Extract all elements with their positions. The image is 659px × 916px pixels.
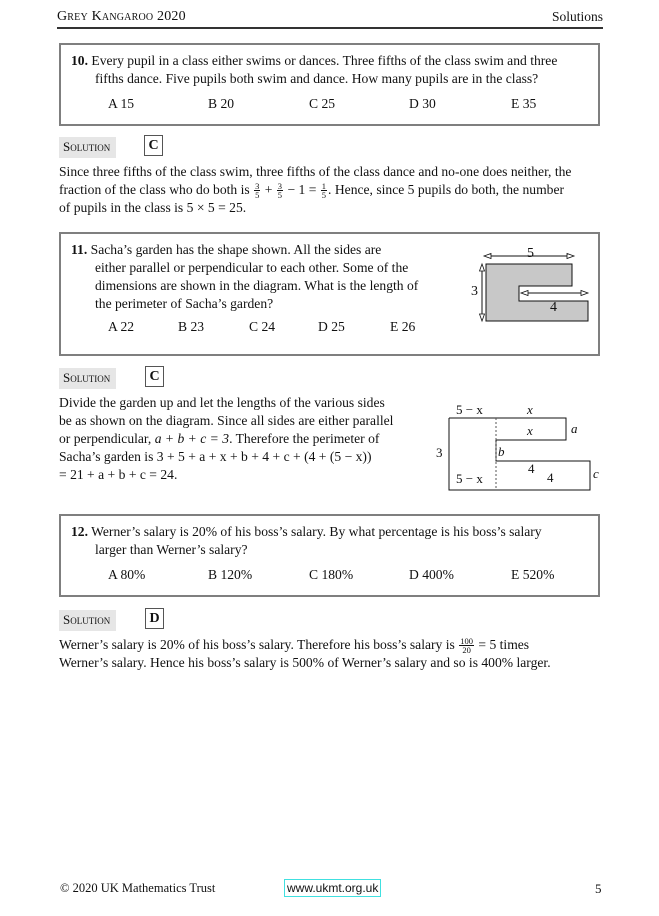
solution-line: be as shown on the diagram. Since all sides are either parallel (59, 413, 394, 428)
solution-line: Since three fifths of the class swim, three fifths of the class dance and no-one does neither, the (59, 164, 572, 179)
solution-label: Solution (59, 137, 116, 158)
option-c: C 25 (309, 96, 336, 111)
dimension-4-label: 4 (550, 300, 557, 315)
question-number: 11. (71, 242, 88, 257)
option-d: D 25 (318, 319, 345, 334)
question-10-text (71, 52, 591, 88)
option-d: D 30 (409, 96, 436, 111)
question-text-line: Sacha’s garden has the shape shown. All the sides are (90, 242, 382, 257)
label-b: b (498, 444, 505, 459)
option-d: D 400% (409, 567, 454, 582)
question-12-text (71, 523, 596, 559)
fraction: $\frac{3}{5}$ (255, 181, 260, 201)
dimension-3-label: 3 (471, 284, 478, 299)
option-a: A 80% (108, 567, 146, 582)
question-text-line: larger than Werner’s salary? (95, 542, 248, 557)
solution-line: Werner’s salary. Hence his boss’s salary is 500% of Werner’s salary and so is 400% larger. (59, 655, 551, 671)
document-header-section: Solutions (551, 9, 603, 24)
header-divider (57, 27, 603, 29)
option-a: A 15 (108, 96, 135, 111)
page-number: 5 (595, 881, 602, 896)
question-11-text (71, 241, 451, 313)
question-number: 10. (71, 53, 88, 68)
label-5-minus-x-bottom: 5 − x (456, 471, 483, 486)
question-11-box (59, 232, 600, 356)
label-a: a (571, 421, 578, 436)
question-text-line: fifths dance. Five pupils both swim and dance. How many pupils are in the class? (95, 71, 539, 86)
option-e: E 35 (511, 96, 537, 111)
label-3: 3 (436, 445, 443, 460)
solution-answer-badge: C (145, 366, 164, 387)
solution-10-text: Since three fifths of the class swim, three fifths of the class dance and no-one does neither, the fraction of the class who do both is $\frac{3}{5}$ + $\frac{3}{5}$ − 1 = $\frac{1}{5}$ . Hence, since 5 pupils do both, the number of pupils in the class is 5 × 5 = 25. (59, 164, 572, 216)
solution-line: of pupils in the class is 5 × 5 = 25. (59, 200, 247, 216)
solution-label: Solution (59, 368, 116, 389)
solution-11-text: Divide the garden up and let the lengths of the various sides be as shown on the diagram. Since all sides are either parallel or perpendicular, a + b + c = 3. Therefore the perimeter of Sacha’s garden is 3 + 5 + a + x + b + 4 + c + (4 + (5 − x)) = 21 + a + b + c = 24. (59, 395, 394, 482)
label-x-inner: x (527, 423, 533, 438)
fraction: $\frac{3}{5}$ (277, 181, 283, 201)
solution-line: fraction of the class who do both is (59, 182, 250, 197)
solution-answer-badge: C (144, 135, 163, 156)
option-b: B 20 (208, 96, 235, 111)
solution-answer-badge: D (145, 608, 164, 629)
option-c: C 180% (309, 567, 354, 582)
option-c: C 24 (249, 319, 276, 334)
question-10-box (59, 43, 600, 126)
dimension-5-label: 5 (527, 246, 534, 261)
solution-line: Werner’s salary is 20% of his boss’s salary. Therefore his boss’s salary is (59, 637, 455, 652)
solution-line: Sacha’s garden is 3 + 5 + a + x + b + 4 + c + (4 + (5 − x)) (59, 449, 372, 464)
option-a: A 22 (108, 319, 135, 334)
footer-copyright: © 2020 UK Mathematics Trust (60, 881, 216, 895)
question-text-line: the perimeter of Sacha’s garden? (95, 296, 274, 311)
question-text-line: dimensions are shown in the diagram. What is the length of (95, 278, 419, 293)
label-c: c (593, 466, 599, 481)
solution-line: = 21 + a + b + c = 24. (59, 467, 178, 482)
question-text-line: Every pupil in a class either swims or dances. Three fifths of the class swim and three (91, 53, 558, 68)
fraction: $\frac{1}{5}$ (321, 181, 327, 201)
label-x-top: x (527, 402, 533, 417)
solution-12-text: Werner’s salary is 20% of his boss’s salary. Therefore his boss’s salary is $\frac{100}{20}$ = 5 times Werner’s salary. Hence his boss’s salary is 500% of Werner’s salary and so is 400% larger. (59, 636, 551, 671)
option-e: E 26 (390, 319, 416, 334)
question-number: 12. (71, 524, 88, 539)
solution-label: Solution (59, 610, 116, 631)
footer-website-link[interactable]: www.ukmt.org.uk (284, 879, 381, 897)
label-4-bottom: 4 (547, 470, 554, 485)
question-text-line: either parallel or perpendicular to each other. Some of the (95, 260, 409, 275)
label-4-inner: 4 (528, 461, 535, 476)
option-b: B 23 (178, 319, 205, 334)
document-header-title: Grey Kangaroo 2020 (57, 9, 186, 24)
label-5-minus-x-top: 5 − x (456, 402, 483, 417)
solution-line: Divide the garden up and let the lengths of the various sides (59, 395, 385, 410)
question-12-box (59, 514, 600, 597)
question-text-line: Werner’s salary is 20% of his boss’s salary. By what percentage is his boss’s salary (91, 524, 542, 539)
option-b: B 120% (208, 567, 253, 582)
option-e: E 520% (511, 567, 555, 582)
fraction: $\frac{100}{20}$ (460, 636, 473, 656)
